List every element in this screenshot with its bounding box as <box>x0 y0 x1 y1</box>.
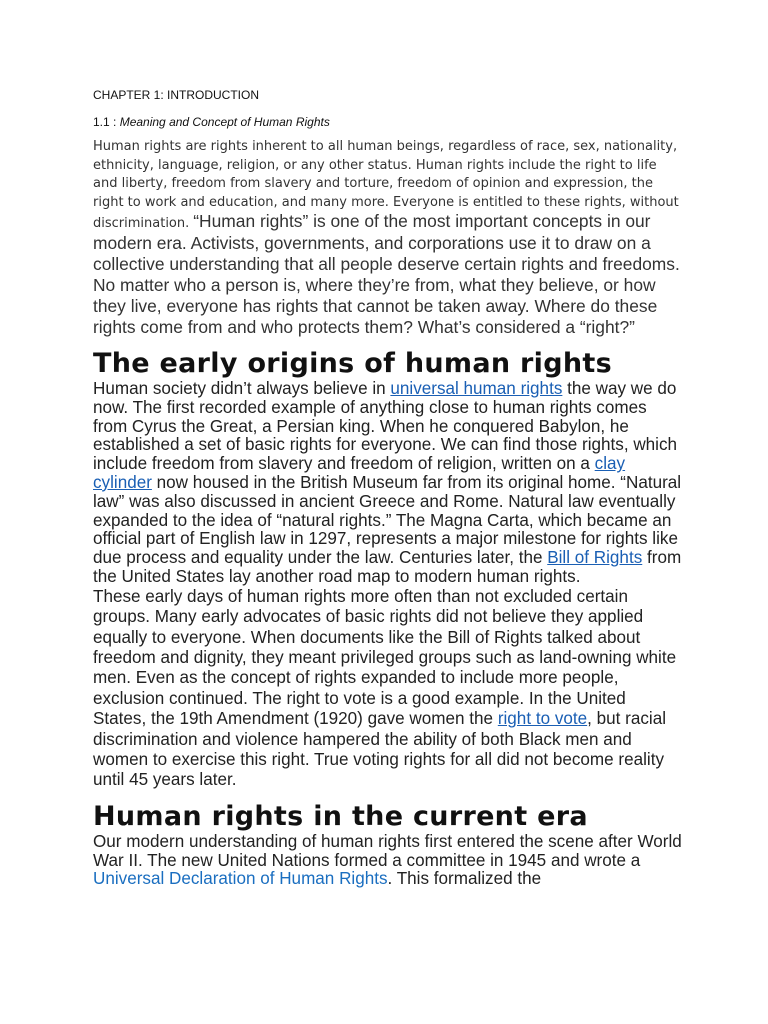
subsection-heading <box>93 113 683 131</box>
subsection-title: Meaning and Concept of Human Rights <box>119 115 330 129</box>
paragraph-text: from the United States lay another road map to modern human rights. <box>93 548 682 586</box>
subsection-number: 1.1 : <box>93 115 117 129</box>
section-heading-current-era: Human rights in the current era <box>93 800 588 832</box>
paragraph-text: These early days of human rights more often than not excluded certain groups. Many early advocates of basic rights did not believe they applied equally to everyone. When documents like the Bill of Rights talked about freedom and dignity, they meant privileged groups such as land-owning white men. Even as the concept of rights expanded to include more people, exclusion continued. The right to vote is a good example. In the United States, the 19th Amendment (1920) gave women the <box>93 586 677 729</box>
document-page <box>93 86 683 889</box>
right-to-vote-link[interactable]: right to vote <box>497 709 588 729</box>
paragraph-text: Human society didn’t always believe in <box>93 378 391 398</box>
early-origins-paragraph-2 <box>93 587 683 791</box>
paragraph-text: the way we do now. The first recorded example of anything close to human rights comes from Cyrus the Great, a Persian king. When he conquered Babylon, he established a set of basic rights for everyone. We can find those rights, which include freedom from slavery and freedom of religion, written on a <box>93 378 678 474</box>
paragraph-text: . This formalized the <box>387 869 542 889</box>
intro-body-text: “Human rights” is one of the most important concepts in our modern era. Activists, governments, and corporations use it to draw on a collective understanding that all people deserve certain rights and freedoms. No matter who a person is, where they’re from, what they believe, or how they live, everyone has rights that cannot be taken away. Where do these rights come from and who protects them? What’s considered a “right?” <box>93 211 680 337</box>
early-origins-paragraph-1 <box>93 380 683 587</box>
intro-definition-text: Human rights are rights inherent to all human beings, regardless of race, sex, nationality, ethnicity, language, religion, or any other status. Human rights include the right to life and liberty, freedom from slavery and torture, freedom of opinion and expression, the right to work and education, and many more. Everyone is entitled to these rights, without discrimination. <box>93 139 679 232</box>
paragraph-text: now housed in the British Museum far from its original home. “Natural law” was also discussed in ancient Greece and Rome. Natural law eventually expanded to the idea of “natural rights.” The Magna Carta, which became an official part of English law in 1297, represents a major milestone for rights like due process and equality under the law. Centuries later, the <box>93 472 682 568</box>
section-heading-early-origins: The early origins of human rights <box>93 347 612 379</box>
paragraph-text: Our modern understanding of human rights first entered the scene after World War II. The new United Nations formed a committee in 1945 and wrote a <box>93 831 682 870</box>
chapter-heading: CHAPTER 1: INTRODUCTION <box>93 88 260 102</box>
universal-declaration-link[interactable]: Universal Declaration of Human Rights <box>93 869 388 889</box>
bill-of-rights-link[interactable]: Bill of Rights <box>547 548 643 568</box>
universal-human-rights-link[interactable]: universal human rights <box>390 378 563 398</box>
current-era-paragraph-1 <box>93 833 683 889</box>
intro-paragraph <box>93 137 683 338</box>
paragraph-text: , but racial discrimination and violence hampered the ability of both Black men and women to exercise this right. True voting rights for all did not become reality until 45 years later. <box>93 709 666 790</box>
clay-cylinder-link[interactable]: clay cylinder <box>93 454 626 492</box>
